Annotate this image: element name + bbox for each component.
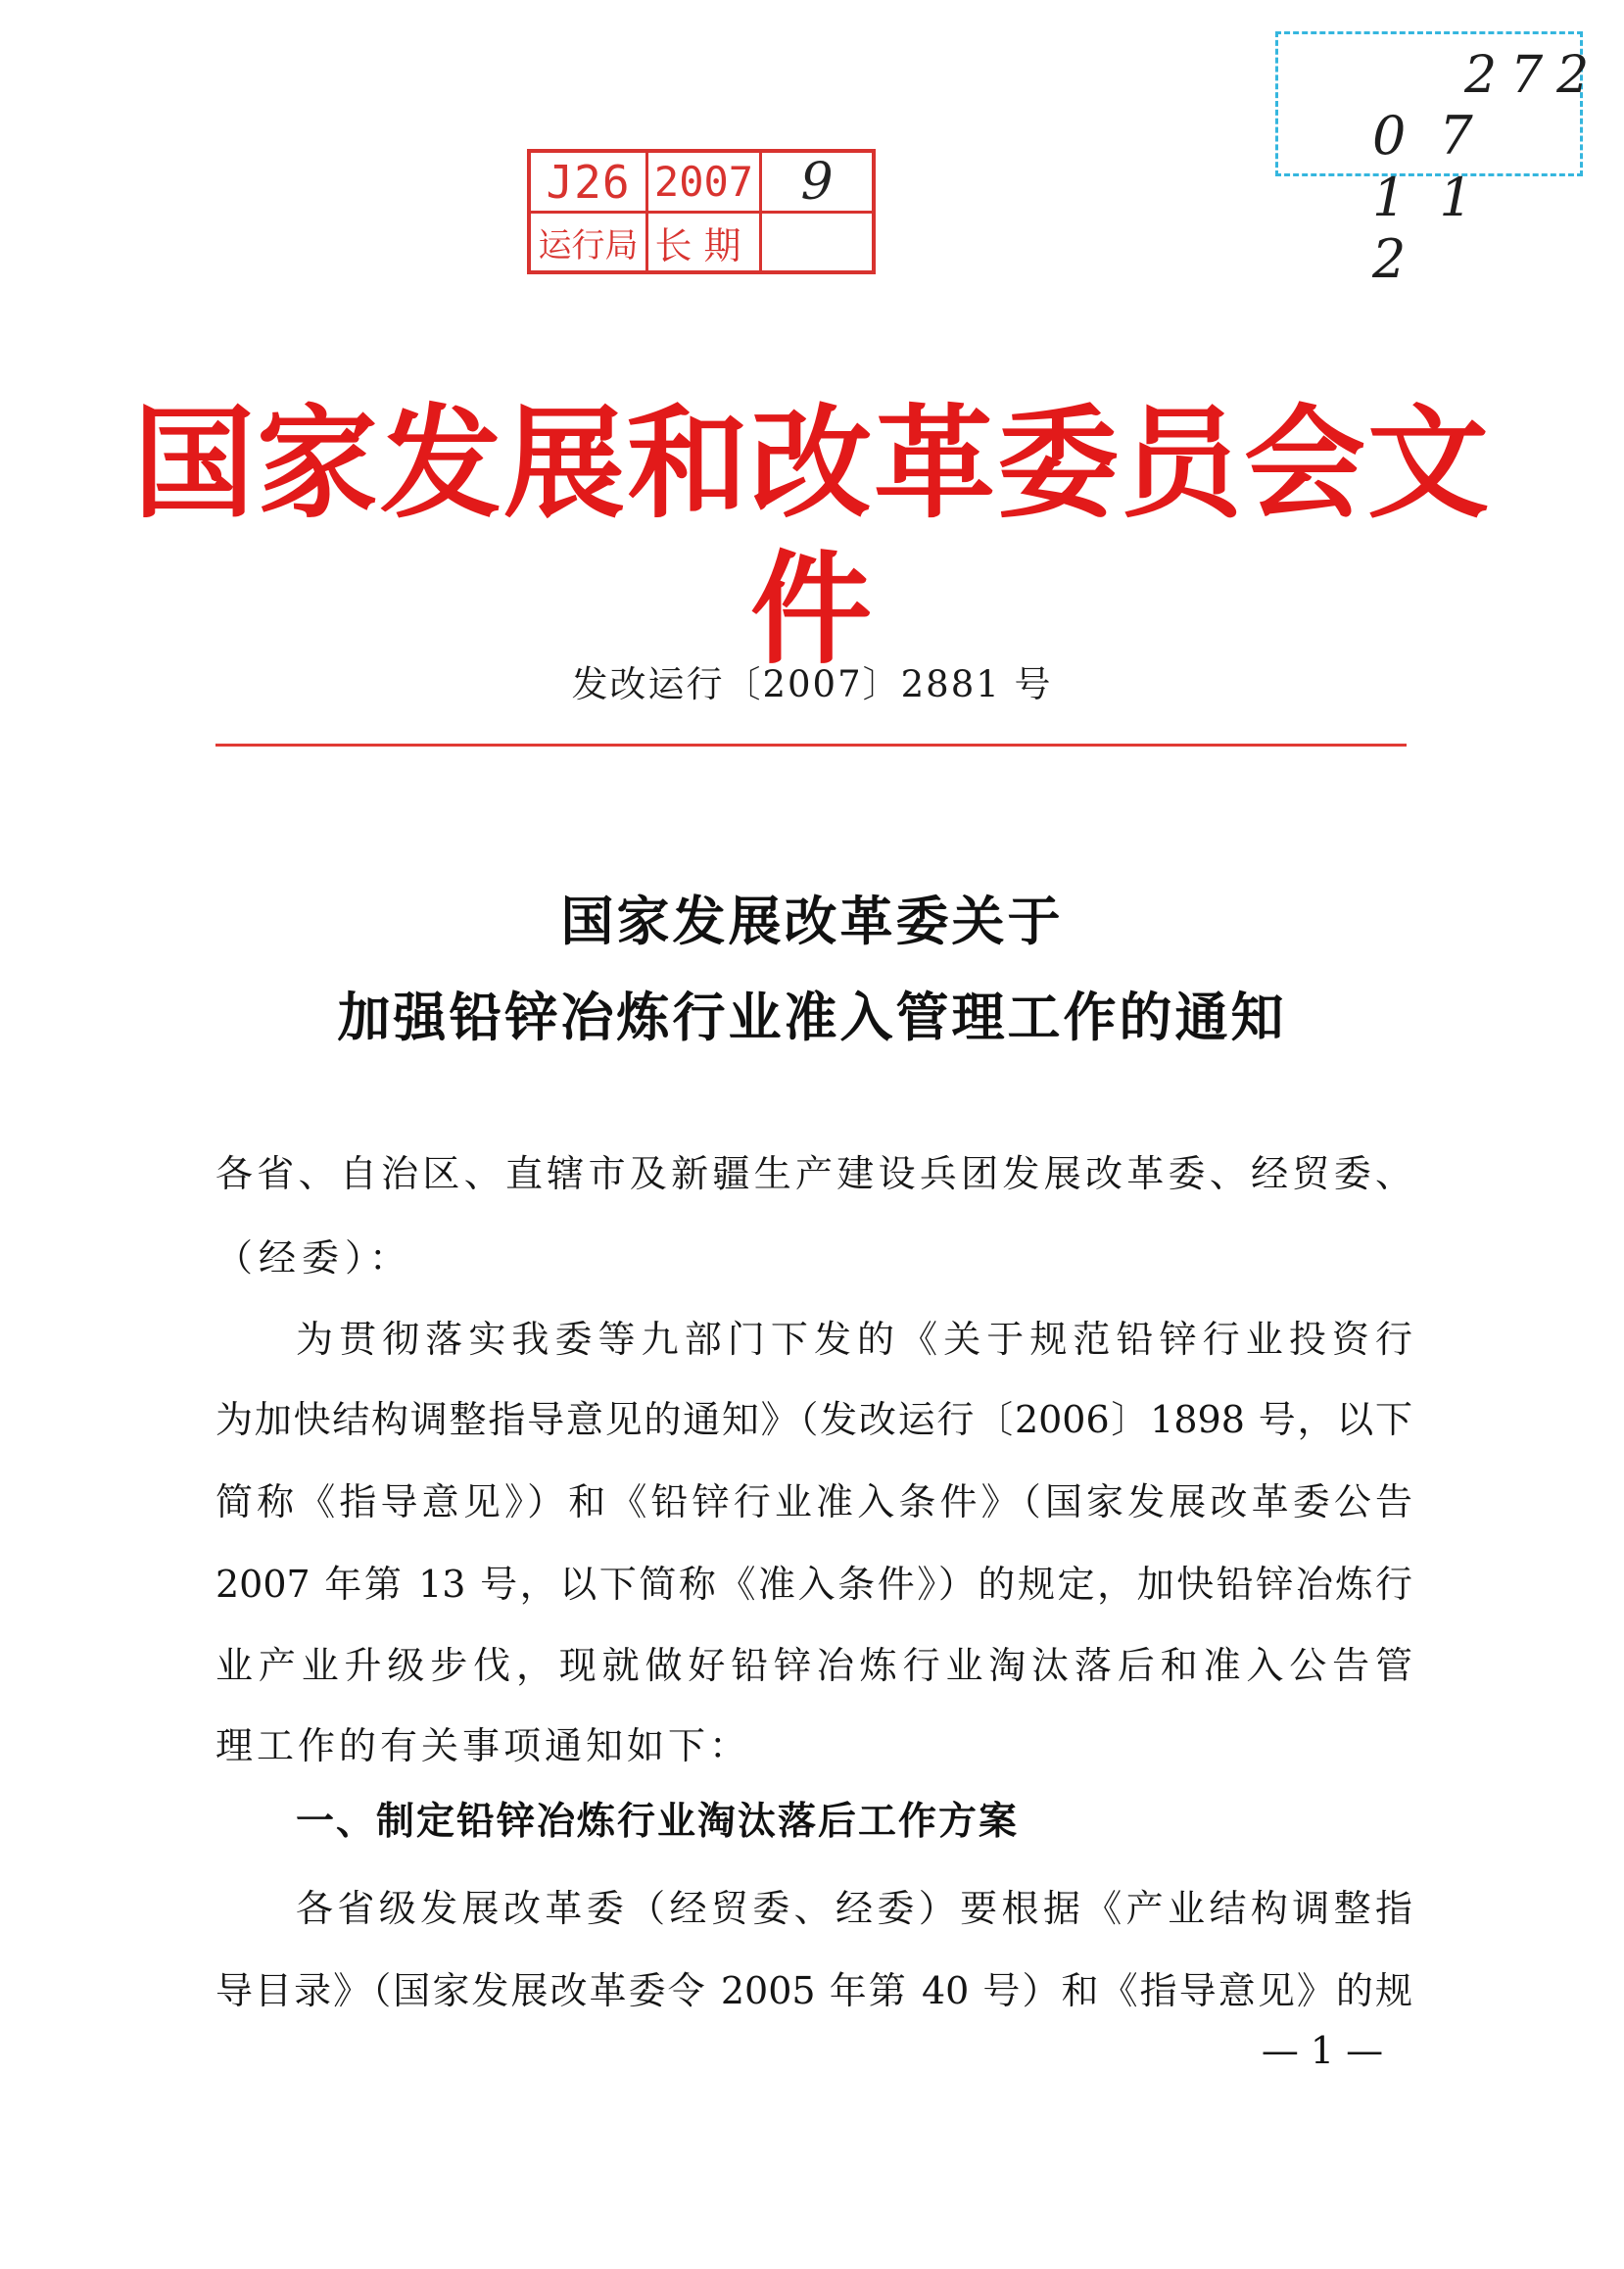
archive-number: 9 <box>762 153 872 214</box>
archive-year: 2007 <box>648 153 762 214</box>
received-handwriting-number: 272 <box>1464 46 1603 105</box>
addressee-line-1: 各省、自治区、直辖市及新疆生产建设兵团发展改革委、经贸委、 <box>215 1152 1412 1195</box>
archive-retention: 长期 <box>648 214 762 270</box>
archive-stamp <box>527 149 876 274</box>
page-number: — 1 — <box>1261 2029 1384 2072</box>
addressee-line-2: （经委）： <box>215 1236 413 1279</box>
body-line: 简称《指导意见》）和《铅锌行业准入条件》（国家发展改革委公告 <box>215 1480 1412 1523</box>
body-line: 为加快结构调整指导意见的通知》（发改运行〔2006〕1898 号，以下 <box>215 1398 1412 1441</box>
body-line: 各省级发展改革委（经贸委、经委）要根据《产业结构调整指 <box>296 1887 1412 1930</box>
body-line: 为贯彻落实我委等九部门下发的《关于规范铅锌行业投资行 <box>296 1318 1412 1361</box>
header-divider <box>215 744 1407 747</box>
notice-title-line-1: 国家发展改革委关于 <box>560 890 1064 952</box>
received-stamp <box>1275 31 1603 290</box>
archive-empty-cell <box>762 214 872 270</box>
archive-dept: 运行局 <box>531 214 648 270</box>
body-line: 业产业升级步伐，现就做好铅锌冶炼行业淘汰落后和准入公告管 <box>215 1644 1412 1687</box>
body-line: 2007 年第 13 号，以下简称《准入条件》）的规定，加快铅锌冶炼行 <box>215 1563 1412 1606</box>
body-line: 理工作的有关事项通知如下： <box>215 1724 751 1767</box>
notice-title-line-2: 加强铅锌冶炼行业准入管理工作的通知 <box>337 986 1287 1048</box>
document-number: 发改运行〔2007〕2881 号 <box>571 663 1053 705</box>
body-line: 导目录》（国家发展改革委令 2005 年第 40 号）和《指导意见》的规 <box>215 1969 1412 2012</box>
section-heading: 一、制定铅锌冶炼行业淘汰落后工作方案 <box>296 1800 1020 1844</box>
archive-code: J26 <box>531 153 648 214</box>
received-handwriting-date: 07 11 2 <box>1372 105 1506 290</box>
agency-document-header: 国家发展和改革委员会文件 <box>132 393 1491 681</box>
